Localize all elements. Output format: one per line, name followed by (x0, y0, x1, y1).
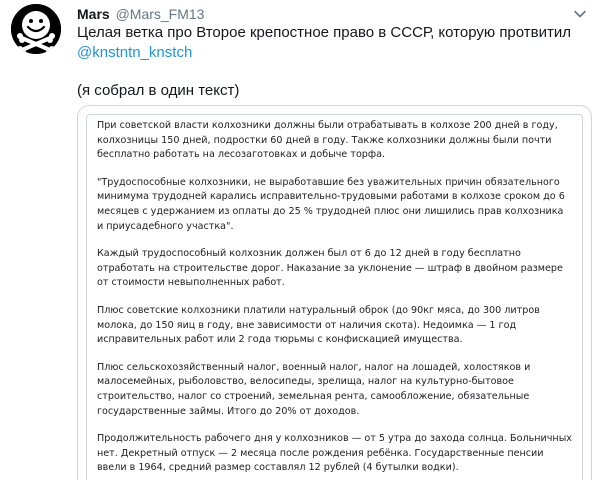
author-name[interactable]: Mars (77, 6, 110, 22)
tweet-header (77, 5, 575, 23)
paragraph: Плюс советские колхозники платили натуральный оброк (до 90кг мяса, до 300 литров молока, до 150 яиц в году, вне зависимости от наличия скота). Недоимка — 1 год исправительных работ или 2 года тюрьмы с конфискацией имущества. (97, 304, 540, 346)
paragraph: Каждый трудоспособный колхозник должен был от 6 до 12 дней в году бесплатно отработать на строительстве дорог. Наказание за уклонение — штраф в двойном размере от стоимости невыполненных работ. (97, 248, 563, 289)
skull-crossbones-smiley-icon (11, 4, 61, 54)
paragraph: "Трудоспособные колхозники, не выработавшие без уважительных причин обязательного минимума трудодней карались исправительно-трудовыми работами в колхозе сроком до 6 месяцев с удержанием из оплаты до 25 % трудодней плюс они лишились прав колхозника и приусадебного участка". (97, 176, 565, 232)
tweet-text (77, 23, 592, 63)
avatar[interactable] (11, 4, 61, 54)
tweet-note: (я собрал в один текст) (77, 82, 240, 99)
paragraph: При советской власти колхозники должны были отрабатывать в колхозе 200 дней в году, колхозницы 150 дней, подростки 60 дней в году. Также колхозники должны были почти бесплатно работать на лесозаготовках и добыче торфа. (97, 120, 558, 161)
tweet-body: Целая ветка про Второе крепостное право в СССР, которую протвитил (77, 24, 572, 41)
author-handle[interactable]: @Mars_FM13 (115, 6, 205, 22)
paragraph: Плюс сельскохозяйственный налог, военный налог, налог на лошадей, холостяков и малосемейных, рыболовство, велосипеды, зрелища, налог на культурно-бытовое строительство, налог со строений, земельная рента, самообложение, обязательные государственные займы. Итого до 20% от доходов. (97, 361, 531, 417)
mention-link[interactable]: @knstntn_knstch (77, 44, 193, 61)
chevron-down-icon[interactable] (573, 7, 587, 21)
document-text (86, 114, 583, 480)
attached-image[interactable] (77, 105, 592, 480)
paragraph: Продолжительность рабочего дня у колхозников — от 5 утра до захода солнца. Больничных нет. Декретный отпуск — 2 месяца после рождения ребёнка. Государственные пенсии ввели в 1964, средний размер составлял 12 рублей (4 бутылки водки). (97, 433, 572, 474)
